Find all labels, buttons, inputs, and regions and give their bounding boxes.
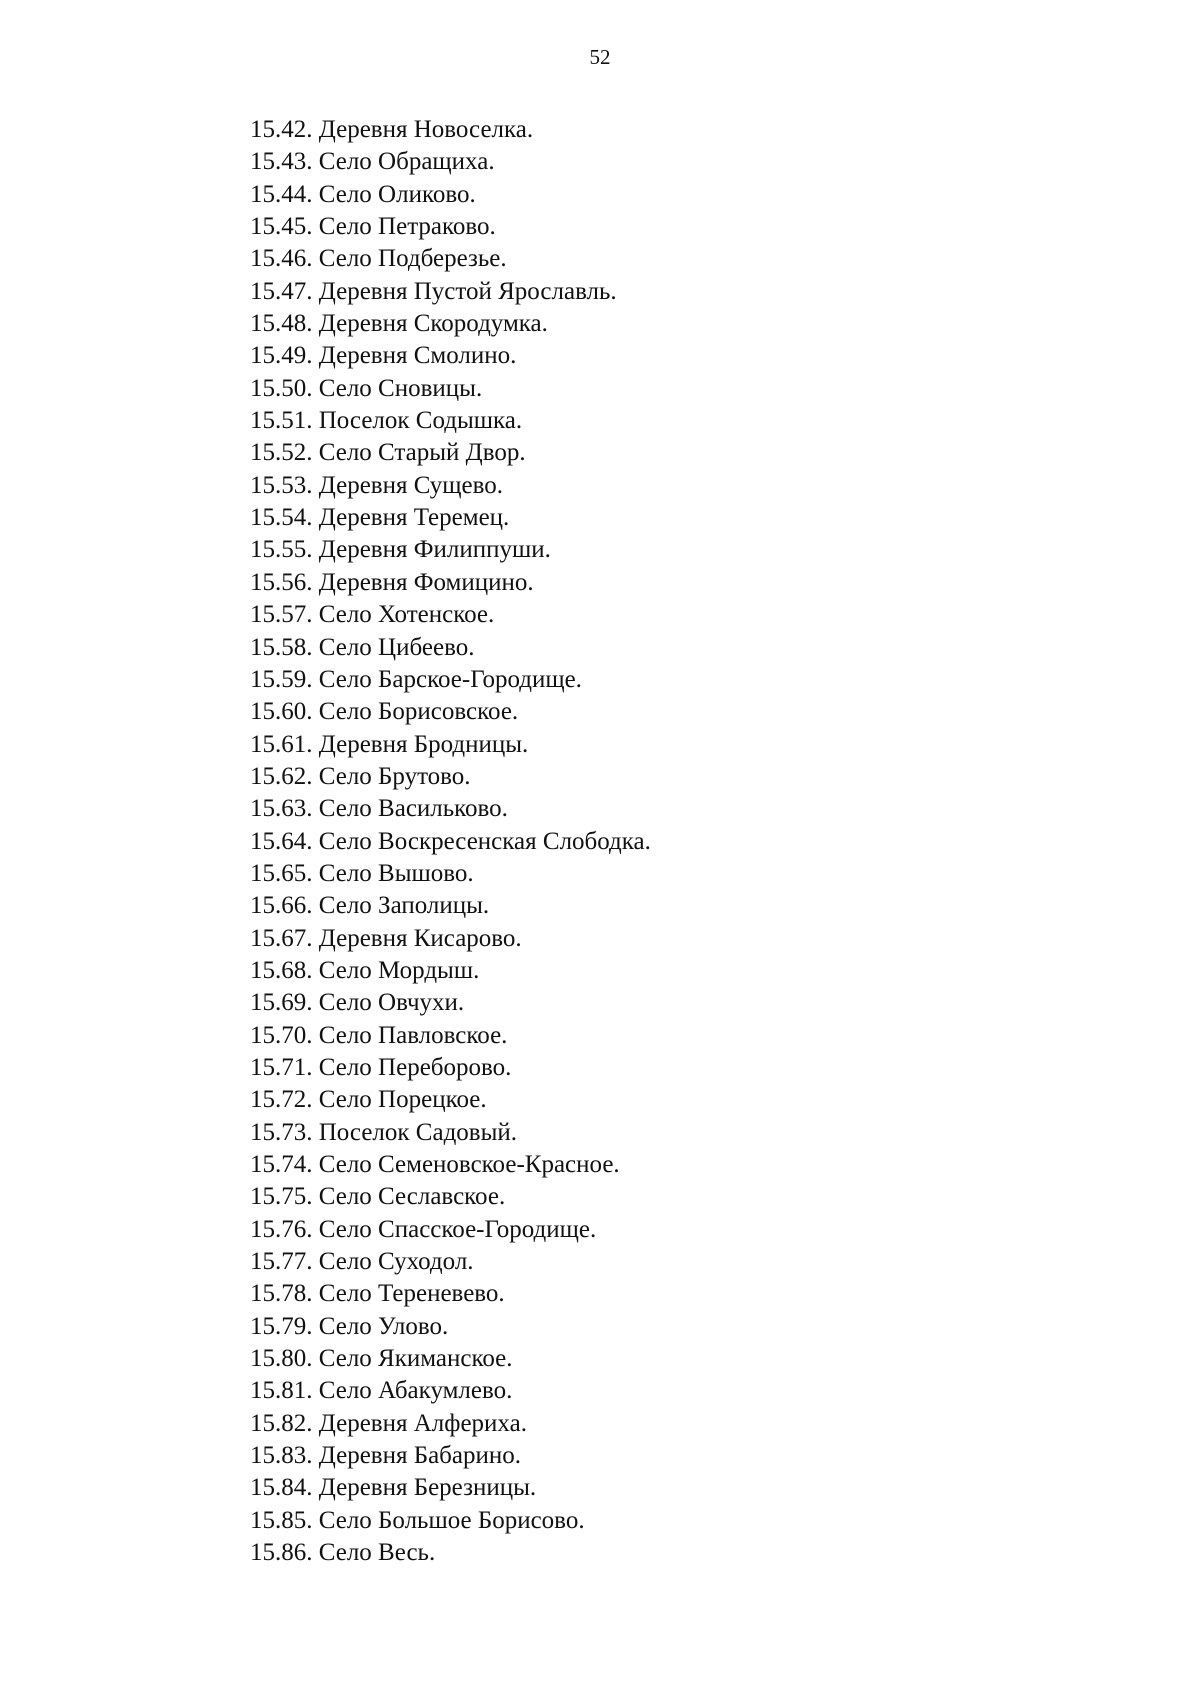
list-item [250, 1343, 651, 1375]
list-item [250, 923, 651, 955]
item-number: 15.45. [250, 213, 313, 241]
item-text: Деревня Смолино. [318, 342, 517, 370]
item-text: Деревня Скородумка. [318, 310, 548, 338]
item-number: 15.44. [250, 180, 313, 208]
list-item [250, 1181, 651, 1213]
list-item [250, 243, 651, 275]
item-number: 15.70. [250, 1021, 313, 1049]
item-number: 15.84. [250, 1474, 313, 1502]
item-number: 15.62. [250, 762, 313, 790]
item-text: Село Сеславское. [318, 1183, 506, 1211]
list-item [250, 987, 651, 1019]
item-number: 15.65. [250, 859, 313, 887]
item-number: 15.68. [250, 956, 313, 984]
list-item [250, 502, 651, 534]
page-number: 52 [589, 45, 611, 69]
item-number: 15.71. [250, 1053, 313, 1081]
item-text: Село Спасское-Городище. [318, 1215, 597, 1243]
item-number: 15.54. [250, 504, 313, 532]
list-item [250, 308, 651, 340]
list-item [250, 1440, 651, 1472]
list-item [250, 276, 651, 308]
item-text: Село Оликово. [318, 180, 476, 208]
item-text: Деревня Алфериха. [318, 1409, 527, 1437]
item-number: 15.86. [250, 1539, 313, 1567]
item-number: 15.49. [250, 342, 313, 370]
item-text: Село Заполицы. [318, 892, 490, 920]
item-text: Село Большое Борисово. [318, 1506, 585, 1534]
list-item [250, 1052, 651, 1084]
item-number: 15.78. [250, 1280, 313, 1308]
item-number: 15.61. [250, 730, 313, 758]
list-item [250, 1278, 651, 1310]
item-text: Село Цибеево. [318, 633, 475, 661]
list-item [250, 1505, 651, 1537]
item-text: Село Обращиха. [318, 148, 495, 176]
item-text: Село Павловское. [318, 1021, 508, 1049]
item-number: 15.52. [250, 439, 313, 467]
item-number: 15.64. [250, 827, 313, 855]
list-item [250, 793, 651, 825]
item-text: Деревня Бродницы. [318, 730, 529, 758]
list-item [250, 1311, 651, 1343]
item-text: Село Мордыш. [318, 956, 480, 984]
item-number: 15.83. [250, 1442, 313, 1470]
item-number: 15.85. [250, 1506, 313, 1534]
item-text: Деревня Теремец. [318, 504, 510, 532]
item-number: 15.81. [250, 1377, 313, 1405]
item-number: 15.80. [250, 1345, 313, 1373]
item-text: Село Улово. [318, 1312, 449, 1340]
item-number: 15.75. [250, 1183, 313, 1211]
item-number: 15.51. [250, 407, 313, 435]
item-number: 15.58. [250, 633, 313, 661]
item-text: Деревня Пустой Ярославль. [318, 277, 617, 305]
item-text: Село Абакумлево. [318, 1377, 513, 1405]
list-item [250, 858, 651, 890]
list-item [250, 146, 651, 178]
item-text: Село Старый Двор. [318, 439, 526, 467]
item-text: Деревня Новоселка. [318, 116, 534, 143]
list-item [250, 1246, 651, 1278]
item-number: 15.56. [250, 568, 313, 596]
item-number: 15.77. [250, 1248, 313, 1276]
item-text: Деревня Фомицино. [318, 568, 534, 596]
list-item [250, 1214, 651, 1246]
list-item [250, 373, 651, 405]
item-text: Поселок Садовый. [318, 1118, 518, 1146]
item-text: Деревня Сущево. [318, 471, 504, 499]
item-text: Село Переборово. [318, 1053, 512, 1081]
item-number: 15.42. [250, 116, 313, 143]
item-number: 15.76. [250, 1215, 313, 1243]
item-number: 15.67. [250, 924, 313, 952]
item-number: 15.57. [250, 601, 313, 629]
item-text: Село Суходол. [318, 1248, 474, 1276]
item-number: 15.48. [250, 310, 313, 338]
item-text: Село Тереневево. [318, 1280, 505, 1308]
list-item [250, 114, 651, 146]
list-item [250, 1472, 651, 1504]
item-text: Село Воскресенская Слободка. [318, 827, 651, 855]
item-text: Село Подберезье. [318, 245, 507, 273]
list-item [250, 340, 651, 372]
list-item [250, 1084, 651, 1116]
item-text: Поселок Содышка. [318, 407, 523, 435]
item-number: 15.69. [250, 989, 313, 1017]
item-number: 15.55. [250, 536, 313, 564]
list-item [250, 405, 651, 437]
list-item [250, 955, 651, 987]
item-text: Село Якиманское. [318, 1345, 513, 1373]
item-text: Деревня Бабарино. [318, 1442, 522, 1470]
item-number: 15.50. [250, 374, 313, 402]
item-number: 15.59. [250, 665, 313, 693]
list-item [250, 761, 651, 793]
item-number: 15.47. [250, 277, 313, 305]
list-item [250, 1117, 651, 1149]
list-item [250, 599, 651, 631]
item-text: Село Вышово. [318, 859, 474, 887]
list-item [250, 696, 651, 728]
item-number: 15.63. [250, 795, 313, 823]
list-item [250, 729, 651, 761]
item-number: 15.74. [250, 1151, 313, 1178]
item-number: 15.60. [250, 698, 313, 726]
list-item [250, 826, 651, 858]
item-number: 15.66. [250, 892, 313, 920]
item-text: Село Овчухи. [318, 989, 465, 1017]
item-text: Село Брутово. [318, 762, 471, 790]
item-text: Село Васильково. [318, 795, 508, 823]
item-number: 15.73. [250, 1118, 313, 1146]
list-item [250, 179, 651, 211]
list-item [250, 470, 651, 502]
item-number: 15.72. [250, 1086, 313, 1114]
list-item [250, 567, 651, 599]
item-text: Село Хотенское. [318, 601, 495, 629]
item-text: Село Борисовское. [318, 698, 519, 726]
list-item [250, 1020, 651, 1052]
list-item [250, 664, 651, 696]
list-item [250, 890, 651, 922]
item-number: 15.43. [250, 148, 313, 176]
item-text: Деревня Филиппуши. [318, 536, 551, 564]
item-number: 15.46. [250, 245, 313, 273]
item-text: Село Сновицы. [318, 374, 483, 402]
item-text: Село Весь. [318, 1539, 436, 1567]
list-item [250, 534, 651, 566]
item-text: Село Барское-Городище. [318, 665, 582, 693]
item-text: Село Семеновское-Красное. [318, 1151, 620, 1178]
list-item [250, 437, 651, 469]
item-text: Деревня Березницы. [318, 1474, 537, 1502]
list-item [250, 1375, 651, 1407]
settlement-list [250, 114, 651, 1569]
list-item [250, 211, 651, 243]
list-item [250, 1408, 651, 1440]
item-number: 15.53. [250, 471, 313, 499]
item-text: Село Порецкое. [318, 1086, 487, 1114]
item-number: 15.82. [250, 1409, 313, 1437]
list-item [250, 632, 651, 664]
item-number: 15.79. [250, 1312, 313, 1340]
item-text: Деревня Кисарово. [318, 924, 522, 952]
item-text: Село Петраково. [318, 213, 496, 241]
list-item [250, 1149, 651, 1181]
list-item [250, 1537, 651, 1569]
